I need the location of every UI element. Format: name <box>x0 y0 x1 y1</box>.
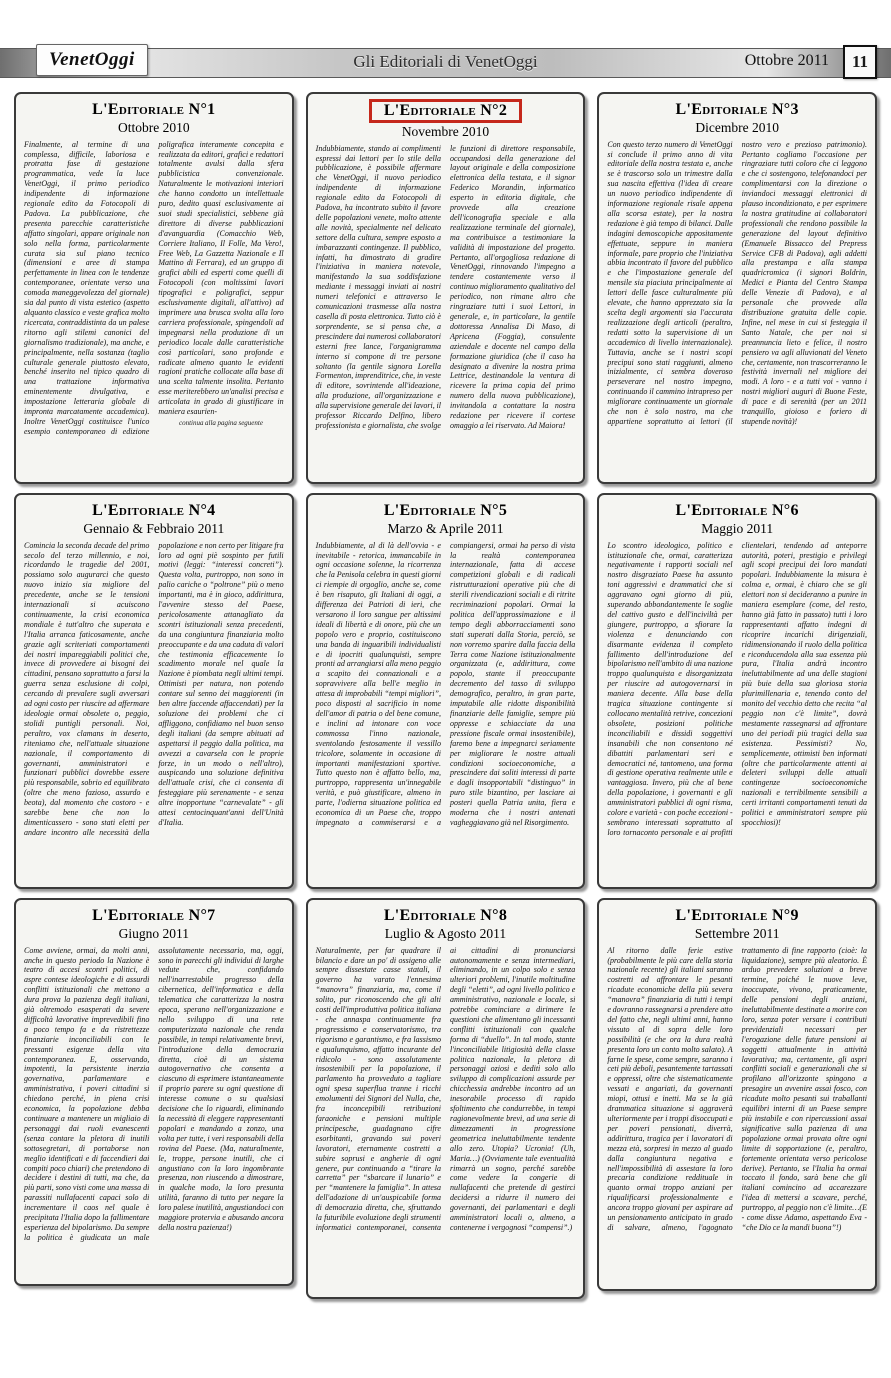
editorial-6-text: Lo scontro ideologico, politico e istituzionale che, ormai, caratterizza negativamente i rapporti sociali nel nostro disgraziato Paese ha assunto toni aggressivi e drammatici che si aggravano ogni giorno di più, superando abbondantemente le soglie del cattivo gusto e dell'inciviltà per giungere, purtroppo, a sfiorare la violenza e denunciando con disarmante evidenza il completo fallimento dell'introduzione del bipolarismo nell'ambito di una nazione troppo qualunquista e disorganizzata per riuscire ad autogovernarsi in maniera decente. Alla base della tragica situazione contingente si collocano mentalità retrive, concezioni obsolete, posizioni politiche inconciliabili e dissidi soggettivi insanabili che non consentono né dibattiti parlamentari seri e democratici né, tantomeno, una forma di gestione operativa realmente utile e vantaggiosa. Invero, più che al bene della popolazione, i governanti e gli amministratori pubblici di ogni risma, colore e varietà - con poche eccezioni - sembrano interessati soprattutto al loro tornaconto personale e ai profitti clientelari, tendendo ad anteporre autorità, poteri, prestigio e privilegi agli scopi precipui dei loro mandati popolari. Indubbiamente la misura è colma e, ormai, è chiaro che se gli elettori non si decideranno a punire in maniera esemplare (come, del resto, hanno già fatto in passato) tutti i loro rappresentanti affatto indegni di ricoprire incarichi dirigenziali, ridimensionando il ruolo della politica e riconducendola alla sua essenza più pura, l'Italia andrà incontro ineluttabilmente ad una delle stagioni più buie della sua gloriosa storia plurimillenaria e, tenendo conto del monito del vecchio detto che recita “al peggio non c'è limite”, dovrà mestamente rassegnarsi ad affrontare uno dei periodi più tragici della sua esistenza. Pessimisti? No, semplicemente, ottimisti ben informati (oltre che particolarmente attenti ai deleteri sviluppi delle attuali contingenze socioeconomiche nazionali e terribilmente sensibili a certi irritanti comportamenti tenuti da politici e amministratori sempre più spocchiosi)! <box>607 540 867 837</box>
editorial-8-subtitle: Luglio & Agosto 2011 <box>384 925 507 941</box>
editorial-5-title: L'Editoriale N°5 <box>383 502 508 519</box>
editorial-2-body <box>316 144 576 431</box>
editorial-card-2[interactable] <box>306 92 586 484</box>
venetoggi-logo[interactable] <box>36 44 148 76</box>
editorial-4-text: Comincia la seconda decade del primo secolo del terzo millennio, e noi, ricordando le tragedie del 2001, possiamo solo augurarci che questo nuovo inizio sia migliore del precedente, anche se le tensioni internazionali si acuiscono continuamente, la crisi economica mondiale è tutt'altro che superata e l'Italia arranca faticosamente, anche grazie agli scriteriati comportamenti dei nostri impareggiabili politici che, invece di provvedere ai bisogni dei cittadini, pensano soprattutto a farsi la guerra senza esclusione di colpi, cercando di prevalere sugli avversari ad ogni costo per riuscire ad affermare ideologie ormai obsolete o, peggio, stolidi puntigli personali. Noi, peraltro, vox clamans in deserto, riteniamo che, nell'attuale situazione nazionale, il comportamento di governanti, amministratori e funzionari pubblici dovrebbe essere più responsabile, sobrio ed equilibrato (oltre che meno fazioso, assurdo e beota), dal momento che costoro - e sarebbe bene che non lo dimenticassero - sono stati eletti per andare incontro alle necessità della popolazione e non certo per litigare fra loro ad ogni piè sospinto per futili motivi (leggi: “interessi concreti”). Questa volta, purtroppo, non sono in palio cariche o “poltrone” più o meno importanti, ma è in gioco, addirittura, l'avvenire stesso del Paese, pericolosamente attanagliato da scontri istituzionali senza precedenti, da una congiuntura finanziaria molto preoccupante e da una caduta di valori che testimonia efficacemente lo scadimento morale nel quale la Nazione è piombata negli ultimi tempi. Ottimisti per natura, non potendo contare sul senno dei maggiorenti (in ben altre faccende affaccendati) per la soluzione dei problemi che ci affliggono, confidiamo nel buon senso degli italiani (da sempre abituati ad aspettarsi il peggio dalla politica, ma avvezzi a cavarsela con le proprie forze, in un modo o nell'altro), auspicando una soluzione definitiva dell'attuale crisi, che ci consenta di festeggiare più serenamente - e senza altre inopportune “carnevalate” - gli attesi centocinquant'anni dell'Unità d'Italia. <box>24 540 284 837</box>
editorial-1-title: L'Editoriale N°1 <box>92 101 216 118</box>
editorial-card-8[interactable] <box>306 898 586 1299</box>
editorial-7-title: L'Editoriale N°7 <box>92 907 216 924</box>
editorial-4-body <box>24 541 284 838</box>
editorial-3-body <box>607 140 867 427</box>
issue-date: Ottobre 2011 <box>744 52 829 69</box>
editorial-card-1[interactable] <box>14 92 294 484</box>
editorial-card-7[interactable] <box>14 898 294 1286</box>
editorial-4-title: L'Editoriale N°4 <box>92 502 216 519</box>
editorial-5-subtitle: Marzo & Aprile 2011 <box>387 520 504 536</box>
editorials-grid <box>0 90 891 1299</box>
editorial-1-text: Finalmente, al termine di una complessa, difficile, laboriosa e protratta fase di gestazione programmatica, vede la luce VenetOggi, il primo periodico indipendente di informazione regionale edito da Fotocopoli di Padova. La pubblicazione, che presenta parecchie caratteristiche affatto singolari, appare originale non solo nella forma, particolarmente curata sia sul piano tecnico (dimensioni e aree di stampa perfettamente in linea con le tendenze contemporanee, orientate verso una comoda maneggevolezza del giornale) sia dal punto di vista estetico (aspetto alquanto classico e veste grafica molto ricercata, contraddistinta da un palese ritorno agli stilemi canonici del giornalismo tradizionale), ma anche, e principalmente, nella sostanza (taglio culturale generale piuttosto elevato, benché inserito nel tipico quadro di una trattazione informativa eminentemente divulgativa, e impostazione letteraria globale di impronta marcatamente accademica). Inoltre VenetOggi costituisce l'unico esempio contemporaneo di edizione poligrafica interamente concepita e realizzata da editori, grafici e redattori totalmente avulsi dalla sfera pubblicistica convenzionale. Naturalmente le motivazioni interiori che hanno condotto un intellettuale puro, dedito quasi esclusivamente ai suoi studi specialistici, sebbene già direttore di diverse pubblicazioni d'avanguardia (Comacchio Web, Corriere Italiano, Il Folle, Ma Vero!, Free Web, La Gazzetta Nazionale e Il Mattino di Ferrara), ed un gruppo di grafici abili ed esperti come quelli di Fotocopoli (con moltissimi lavori tipografici e poligrafici, seppur esclusivamente digitali, all'attivo) ad imprimere una brusca svolta alla loro carriera professionale, spingendoli ad impegnarsi nella produzione di un periodico locale dalle caratteristiche così particolari, sono profonde e radicate almeno quanto le evidenti ragioni pratiche collocate alla base di una scelta talmente insolita. Pertanto esse meriterebbero un'analisi precisa e articolata in grado di giustificare in maniera esaurien- <box>24 139 284 436</box>
title-highlight-box: L'Editoriale N°2 <box>369 99 522 123</box>
editorial-card-6[interactable] <box>597 493 877 889</box>
editorial-card-3[interactable] <box>597 92 877 484</box>
editorial-card-9[interactable] <box>597 898 877 1291</box>
editorial-card-5[interactable] <box>306 493 586 889</box>
editorial-3-text: Con questo terzo numero di VenetOggi si conclude il primo anno di vita editoriale della nostra testata e, anche se è trascorso solo un trimestre dalla sua nascita effettiva (l'idea di creare un nuovo periodico indipendente di informazione regionale risale appena alla scorsa estate), per la nostra redazione è già tempo di bilanci. Dalle indagini demoscopiche appositamente effettuate, seppure in maniera informale, pare proprio che l'iniziativa abbia incontrato il favore del pubblico e che l'impostazione generale del mensile sia piaciuta principalmente ai lettori delle fasce culturalmente più elevate, che hanno apprezzato sia la scelta degli argomenti sia l'accurata realizzazione degli articoli (peraltro, redatti sotto la supervisione di un accademico di livello internazionale). Tuttavia, anche se i nostri scopi precipui sono stati raggiunti, almeno inizialmente, ci sembra doveroso perseverare nel nostro impegno, continuando il cammino intrapreso per migliorare continuamente un giornale che non è solo nostro, ma che appartiene soprattutto ai lettori (il nostro vero e prezioso patrimonio). Pertanto cogliamo l'occasione per ringraziare tutti coloro che ci leggono e che ci sostengono, telefonandoci per complimentarsi con la direzione o inviandoci messaggi elettronici di plauso incondizionato, e per esprimere la nostra gratitudine ai collaboratori professionali che rendono possibile la generazione del layout definitivo (Emanuele Bissacco del Prepress Service CFB di Padova), agli addetti alla prestampa e alla stampa quadricromica (i signori Boldrin, Medici e Pianta del Centro Stampa delle Venezie di Padova), e al personale che provvede alla distribuzione gratuita delle copie. Infine, nel mese in cui si festeggia il Santo Natale, che per noi si preannuncia lieto e felice, il nostro pensiero va agli alluvionati del Veneto che, certamente, non trascorreranno le festività invernali nel migliore dei modi. A loro - e a tutti voi - vanno i nostri migliori auguri di Buone Feste, di pace e di serenità (per un 2011 tranquillo, gioioso e foriero di stupende novità)! <box>607 139 867 426</box>
page-header <box>0 44 891 90</box>
editorial-9-title: L'Editoriale N°9 <box>675 907 799 924</box>
editorial-7-subtitle: Giugno 2011 <box>118 925 190 941</box>
logo-text: VenetOggi <box>49 49 135 70</box>
editorial-6-body <box>607 541 867 838</box>
editorial-8-title: L'Editoriale N°8 <box>383 907 508 924</box>
editorial-9-body <box>607 946 867 1233</box>
editorial-4-subtitle: Gennaio & Febbraio 2011 <box>83 520 225 536</box>
editorial-5-text: Indubbiamente, al di là dell'ovvia - e inevitabile - retorica, immancabile in ogni occasione solenne, la ricorrenza che la Penisola celebra in questi giorni ci riempie di orgoglio, anche se, come è ben risaputo, gli Italiani di oggi, a differenza dei Patrioti di ieri, che versarono il loro sangue per altissimi ideali di libertà e di onore, più che un popolo vero e proprio, costituiscono una banda di inguaribili individualisti e di ipocriti qualunquisti, sempre pronti ad arrangiarsi alla meno peggio a scapito dei connazionali e a sopravvivere alla bell'e meglio in attesa di improbabili “tempi migliori”, poco disposti al sacrificio in nome dell'amor di patria o del bene comune, e inclini ad intonare con voce commossa l'inno nazionale, sventolando festosamente il vessillo tricolore, solamente in occasione di importanti manifestazioni sportive. Tutto questo non è affatto bello, ma, purtroppo, rappresenta un'innegabile verità, e può giustificare, almeno in parte, l'odierna situazione politica ed economica di un Paese che, troppo impegnato a commiserarsi e a compiangersi, ormai ha perso di vista la realtà contemporanea internazionale, fatta di accese competizioni globali e di radicali ristrutturazioni operative più che di sterili rivendicazioni sociali e di ritrite recriminazioni popolari. Ormai la politica dell'approssimazione e il tempo degli abborracciamenti sono stati superati dalla Storia, perciò, se non vorremo sparire dalla faccia della Terra come Nazione istituzionalmente organizzata (e, addirittura, come popolo, stante il preoccupante decremento del tasso di sviluppo demografico, peraltro, in gran parte, imputabile alle ridotte disponibilità finanziarie delle famiglie, sempre più oppresse e schiacciate da una pressione fiscale ormai insostenibile), faremo bene a impegnarci seriamente per migliorare le nostre attuali condizioni socioeconomiche, a prescindere dai soliti interessi di parte e dagli insopportabili “distinguo” in puro stile bizantino, per lasciare ai posteri quella Patria unita, fiera e moderna che i nostri antenati vagheggiavano già nel Risorgimento. <box>315 540 576 827</box>
editorial-9-text: Al ritorno dalle ferie estive (probabilmente le più care della storia nazionale recente) gli italiani saranno costretti ad affrontare le pesanti ricadute economiche della più severa “manovra” finanziaria di tutti i tempi e dovranno rassegnarsi a prendere atto del fatto che, negli ultimi anni, hanno vissuto al di sopra delle loro possibilità (e che ora la dura realtà presenta loro un conto molto salato). A farne le spese, come sempre, saranno i ceti più deboli, pesantemente tartassati e oppressi, oltre che sistematicamente vessati e angariati, da governanti miopi, ottusi e inetti. Ma se la già drammatica situazione si aggraverà ulteriormente per i troppi disoccupati e per poveri pensionati, diverrà, addirittura, tragica per i lavoratori di mezza età, sorpresi in mezzo al guado dalla congiuntura negativa e nell'impossibilità di assestare la loro precaria condizione reddituale in quanto ormai troppo anziani per riqualificarsi professionalmente e ancora troppo giovani per aspirare ad un pensionamento anticipato in grado di salvare, almeno, l'agognato trattamento di fine rapporto (cioè: la liquidazione), sempre più aleatorio. È arduo prevedere soluzioni a breve termine, poiché le nuove leve, inoccupate, vivono, praticamente, delle pensioni degli anziani, ineluttabilmente destinate a morire con loro, senza poter versare i contributi previdenziali necessari per l'erogazione delle future pensioni ai soggetti attualmente in attività lavorativa; ma, certamente, gli aspri conflitti sociali e generazionali che si profilano all'orizzonte spingono a presagire un avvenire assai fosco, con ricadute molto pesanti sui traballanti equilibri interni di un Paese sempre più instabile e con ripercussioni assai significative sulla pazienza di una popolazione ormai provata oltre ogni limite di sopportazione (e, peraltro, fortemente orientata verso pericolose derive). Pertanto, se l'Italia ha ormai toccato il fondo, sarà bene che gli italiani comincino ad accarezzare l'idea di mettersi a scavare, perché, purtroppo, al peggio non c'è limite…(E - come disse Adamo, aspettando Eva - “che Dio ce la mandi buona”!) <box>607 945 867 1232</box>
editorial-7-body <box>24 946 284 1243</box>
page-number-box <box>843 45 877 79</box>
editorial-6-subtitle: Maggio 2011 <box>701 520 774 536</box>
editorial-9-subtitle: Settembre 2011 <box>694 925 780 941</box>
editorial-6-title: L'Editoriale N°6 <box>675 502 799 519</box>
editorial-8-body <box>316 946 576 1233</box>
continuation-note: continua alla pagina seguente <box>179 418 263 427</box>
editorial-7-text: Come avviene, ormai, da molti anni, anche in questo periodo la Nazione è teatro di accesi scontri politici, di aspre contese ideologiche e di assurdi conflitti istituzionali che mettono a dura prova la pazienza degli italiani, già oltremodo esasperati da severe difficoltà lavorative imprevedibili fino a poco tempo fa e da ristrettezze finanziarie inconciliabili con le pressanti esigenze della vita contemporanea. E, osservando, impotenti, la persistente inerzia governativa, parlamentare e amministrativa, i poveri cittadini si chiedono perché, in piena crisi economica, la popolazione debba continuare a mantenere un migliaio di personaggi dai ruoli evanescenti (senza contare la pletora di inutili sottosegretari, di portaborse non meglio identificati e di faccendieri dai compiti poco chiari) che pretendono di decidere i destini di tutti, ma che, da più parti, sono visti come una massa di parassiti nullafacenti capaci solo di incrementare il caos nel quale è precipitata l'Italia dopo la fallimentare esperienza del bipolarismo. Da sempre la politica è giudicata un male assolutamente necessario, ma, oggi, sono in parecchi gli individui di larghe vedute che, confidando nell'inarrestabile progresso della cibernetica, dell'informatica e della telematica che caratterizza la nostra epoca, sperano nell'organizzazione e nello sviluppo di una rete computerizzata nazionale che renda possibile, in tempi relativamente brevi, l'introduzione della democrazia diretta, cioè di un sistema autogovernativo che consenta a ciascuno di esprimere istantaneamente il proprio parere su ogni questione di interesse comune o su qualsiasi decisione che lo riguardi, eliminando la necessità di eleggere rappresentanti popolari e mandando a zonzo, una volta per tutte, i veri responsabili della rovina del Paese. (Ma, naturalmente, le, troppe, persone inutili, che ci angustiano con la loro ingombrante presenza, non riuscendo a dimostrare, in qualche modo, la loro presunta utilità, faranno di tutto per negare la loro palese inutilità, angustiandoci con maggiore protervia e abusando ancora della nostra pazienza!) <box>24 945 284 1242</box>
editorial-1-body <box>24 140 284 437</box>
page-number: 11 <box>851 52 869 71</box>
page-title: Gli Editoriali di VenetOggi <box>353 52 538 71</box>
editorial-3-subtitle: Dicembre 2010 <box>695 119 779 135</box>
editorial-2-title <box>316 101 576 123</box>
editorial-1-subtitle: Ottobre 2010 <box>118 119 190 135</box>
editorial-8-text: Naturalmente, per far quadrare il bilancio e dare un po' di ossigeno alle sempre dissestate casse statali, il governo ha varato l'ennesima “manovra” finanziaria, ma, come il solito, pur riconoscendo che gli alti costi dell'improduttiva politica italiana - che annaspa continuamente fra progressismo e conservatorismo, tra rigorismo e garantismo, e fra lassismo e qualunquismo, affatto incurante del ridicolo - sono assolutamente insostenibili per la popolazione, il parlamento ha provveduto a tagliare ogni spesa superflua tranne i ricchi emolumenti dei Signori del Nulla, che, fra inconcepibili retribuzioni faraoniche e pensioni multiple principesche, guadagnano cifre esorbitanti, gravando sui poveri lavoratori, eternamente costretti a subire soprusi e angherie di ogni genere, pur continuando a “tirare la carretta” per “sbarcare il lunario” e per “mantenere la famiglia”. In attesa dell'adozione di un'auspicabile forma di democrazia diretta, che, sfruttando la futuribile evoluzione degli strumenti informatici contemporanei, consenta ai cittadini di pronunciarsi autonomamente e senza intermediari, eliminando, in un colpo solo e senza ulteriori problemi, l'inutile moltitudine degli “eletti”, ad ogni livello politico e amministrativo, nazionale e locale, si potrebbe cominciare a dirimere le questioni che alimentano gli incessanti conflitti istituzionali con qualche forma di “duello”. In tal modo, stante l'inconciliabile litigiosità della classe politica nazionale, la pletora di personaggi oziosi e dediti solo allo sviluppo di complicazioni assurde per chicchessia andrebbe incontro ad un inesorabile processo di rapido sfoltimento che condurrebbe, in tempi ragionevolmente brevi, ad una serie di dimezzamenti in progressione geometrica ineluttabilmente tendente allo zero. Utopia? Ucronia! (Uh, Maria…) (Ovviamente tale eventualità rimarrà un sogno, perché sarebbe come vedere la congerie di nullafacenti che pretende di gestirci decidersi a ridurre il numero dei governanti, dei parlamentari e degli amministratori locali o, almeno, a contenerne i vergognosi “compensi”.) <box>315 945 576 1232</box>
editorial-5-body <box>316 541 576 828</box>
editorial-3-title: L'Editoriale N°3 <box>675 101 799 118</box>
editorial-2-text: Indubbiamente, stando ai complimenti espressi dai lettori per lo stile della pubblicazione, è possibile affermare che VenetOggi, il nuovo periodico indipendente di informazione regionale edito da Fotocopoli di Padova, ha incontrato subito il favore delle popolazioni venete, molto attente alle novità, specialmente nel delicato settore della cultura, sempre esposto a imbarazzanti contingenze. Il pubblico, infatti, ha dimostrato di gradire l'iniziativa in maniera notevole, manifestando la sua soddisfazione mediante i messaggi inviati ai nostri numeri telefonici e attraverso le comunicazioni trasmesse alla nostra casella di posta elettronica. Tutto ciò è sorprendente, se si pensa che, a prescindere dai numerosi collaboratori esterni free lance, l'organigramma interno si compone di tre persone soltanto (la gentile signora Lorella Formenton, imprenditrice, che, in veste di editore, sovrintende all'ideazione, alla produzione, all'organizzazione e alla supervisione generale dei lavori, il professor Riccardo Delfino, libero professionista e giornalista, che svolge le funzioni di direttore responsabile, occupandosi della generazione del layout originale e della composizione elettronica della testata, e il signor Federico Morandin, informatico esperto in editoria digitale, che provvede alla creazione dell'iconografia speciale e alla realizzazione terminale del giornale), ma contribuisce a testimoniare la validità di impostazione del progetto. Pertanto, all'orgogliosa redazione di VenetOggi, rinnovando l'impegno a tendere costantemente verso il continuo miglioramento qualitativo del periodico, non rimane altro che ringraziare tutti i suoi Lettori, in generale, e, in particolare, la gentile dottoressa Annalisa Di Maso, di Apricena (Foggia), consulente aziendale e docente nel campo della formazione giuridica (che il caso ha designato a divenire la nostra prima Lettrice, destinandole la ventura di ricevere la prima copia del primo numero della nuova pubblicazione), invitandola a contattare la nostra redazione per ricevere il cortese omaggio a lei riservato. Ad Maiora! <box>315 143 576 430</box>
editorial-card-4[interactable] <box>14 493 294 889</box>
editorial-2-subtitle: Novembre 2010 <box>401 123 490 139</box>
